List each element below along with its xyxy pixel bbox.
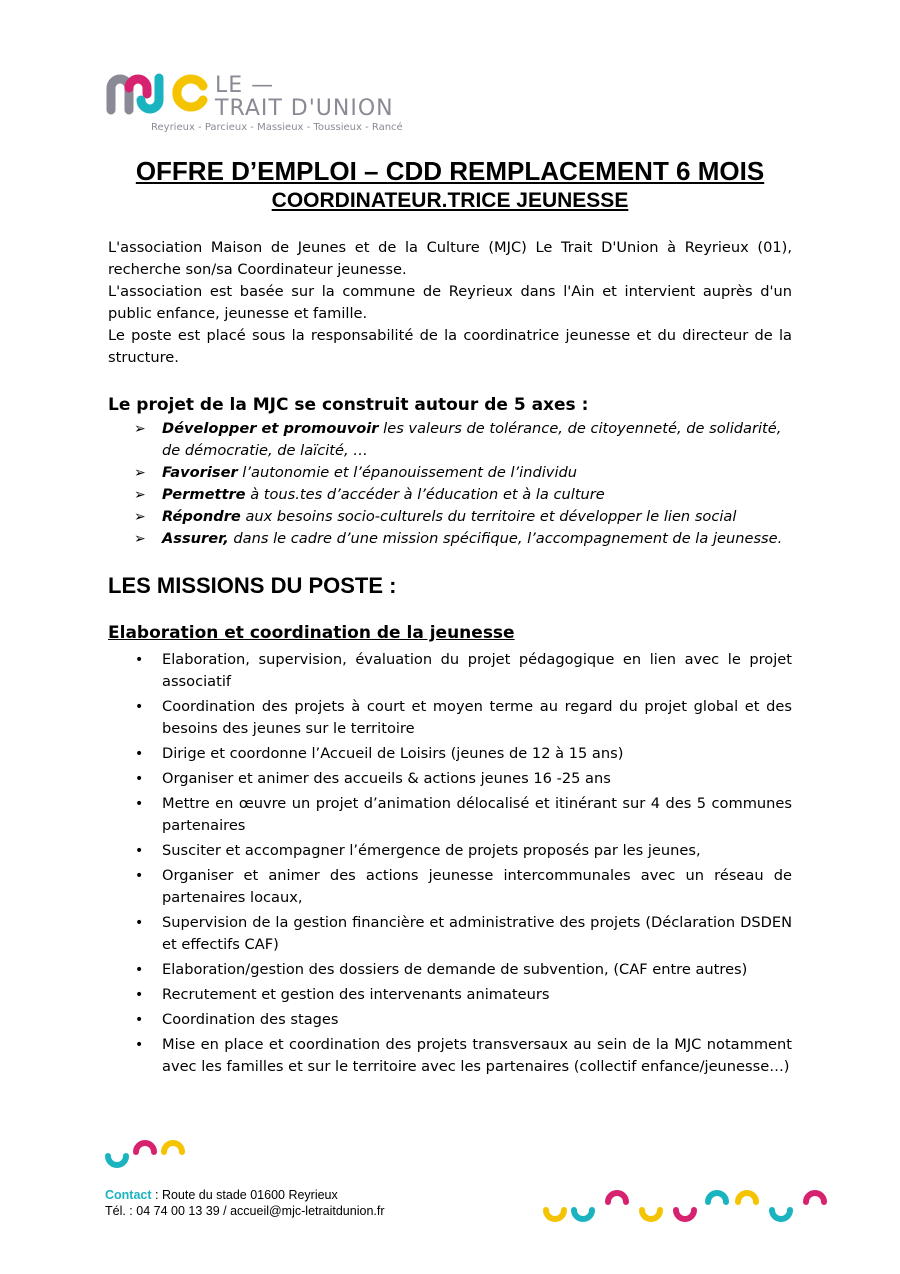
axes-item — [132, 462, 792, 484]
missions-list — [132, 649, 792, 1081]
bullet-icon: • — [135, 1012, 144, 1028]
mission-item — [132, 1009, 792, 1031]
mission-item — [132, 649, 792, 693]
axes-item-text: aux besoins socio-culturels du territoire et développer le lien social — [240, 508, 737, 525]
mission-item — [132, 984, 792, 1006]
bullet-icon: • — [135, 843, 144, 859]
axes-item-text: à tous.tes d’accéder à l’éducation et à la culture — [245, 486, 605, 503]
bullet-icon: • — [135, 746, 144, 762]
axes-item-text: dans le cadre d’une mission spécifique, l’accompagnement de la jeunesse. — [228, 530, 783, 547]
decorative-arcs — [540, 1188, 840, 1228]
mission-item — [132, 912, 792, 956]
axes-item-bold: Assurer, — [162, 530, 229, 547]
mission-item — [132, 959, 792, 981]
arrow-bullet-icon: ➢ — [134, 509, 146, 525]
arrow-bullet-icon: ➢ — [134, 421, 146, 437]
mission-item-text: Recrutement et gestion des intervenants animateurs — [162, 986, 550, 1003]
axes-heading: Le projet de la MJC se construit autour de 5 axes : — [108, 395, 589, 415]
page-subtitle: COORDINATEUR.TRICE JEUNESSE — [271, 189, 629, 212]
axes-item-text: l’autonomie et l’épanouissement de l’individu — [237, 464, 578, 481]
mission-item — [132, 696, 792, 740]
arrow-bullet-icon: ➢ — [134, 487, 146, 503]
mission-item-text: Elaboration, supervision, évaluation du projet pédagogique en lien avec le projet associatif — [162, 651, 792, 690]
axes-item — [132, 506, 792, 528]
bullet-icon: • — [135, 652, 144, 668]
mission-item-text: Susciter et accompagner l’émergence de projets proposés par les jeunes, — [162, 842, 701, 859]
missions-subheading: Elaboration et coordination de la jeunesse — [108, 623, 515, 643]
arrow-bullet-icon: ➢ — [134, 465, 146, 481]
mission-item-text: Mise en place et coordination des projets transversaux au sein de la MJC notamment avec les familles et sur le territoire avec les partenaires (collectif enfance/jeunesse…) — [162, 1036, 792, 1075]
page-title: OFFRE D’EMPLOI – CDD REMPLACEMENT 6 MOIS — [135, 156, 765, 186]
intro-paragraph: Le poste est placé sous la responsabilité de la coordinatrice jeunesse et du directeur de la structure. — [108, 327, 792, 366]
logo-towns: Reyrieux - Parcieux - Massieux - Toussieux - Rancé — [151, 122, 403, 133]
mission-item — [132, 1034, 792, 1078]
bullet-icon: • — [135, 771, 144, 787]
axes-item-bold: Permettre — [162, 486, 246, 503]
mission-item-text: Dirige et coordonne l’Accueil de Loisirs (jeunes de 12 à 15 ans) — [162, 745, 624, 762]
intro-paragraphs — [108, 237, 792, 369]
missions-heading: LES MISSIONS DU POSTE : — [108, 573, 397, 598]
axes-item — [132, 418, 792, 462]
mission-item — [132, 840, 792, 862]
bullet-icon: • — [135, 987, 144, 1003]
mission-item-text: Coordination des stages — [162, 1011, 339, 1028]
mission-item-text: Coordination des projets à court et moyen terme au regard du projet global et des besoins des jeunes sur le territoire — [162, 698, 792, 737]
mission-item — [132, 793, 792, 837]
axes-item — [132, 528, 792, 550]
bullet-icon: • — [135, 796, 144, 812]
bullet-icon: • — [135, 699, 144, 715]
mission-item — [132, 743, 792, 765]
bullet-icon: • — [135, 1037, 144, 1053]
arrow-bullet-icon: ➢ — [134, 531, 146, 547]
contact-label: Contact — [105, 1188, 152, 1202]
bullet-icon: • — [135, 868, 144, 884]
mission-item-text: Elaboration/gestion des dossiers de demande de subvention, (CAF entre autres) — [162, 961, 748, 978]
axes-item-bold: Répondre — [162, 508, 241, 525]
logo-le: LE — — [215, 73, 275, 98]
mjc-logo-mark — [105, 70, 209, 116]
mission-item — [132, 865, 792, 909]
bullet-icon: • — [135, 962, 144, 978]
mission-item — [132, 768, 792, 790]
axes-item-text: les valeurs de tolérance, de citoyenneté, de solidarité, de démocratie, de laïcité, … — [162, 420, 782, 459]
axes-item-bold: Développer et promouvoir — [162, 420, 379, 437]
bullet-icon: • — [135, 915, 144, 931]
contact-phone-email: Tél. : 04 74 00 13 39 / accueil@mjc-letraitdunion.fr — [105, 1204, 385, 1218]
logo-name: TRAIT D'UNION — [215, 96, 394, 121]
mission-item-text: Organiser et animer des actions jeunesse intercommunales avec un réseau de partenaires locaux, — [162, 867, 792, 906]
intro-paragraph: L'association Maison de Jeunes et de la Culture (MJC) Le Trait D'Union à Reyrieux (01), recherche son/sa Coordinateur jeunesse. — [108, 239, 792, 278]
mission-item-text: Supervision de la gestion financière et administrative des projets (Déclaration DSDEN et effectifs CAF) — [162, 914, 792, 953]
intro-paragraph: L'association est basée sur la commune de Reyrieux dans l'Ain et intervient auprès d'un public enfance, jeunesse et famille. — [108, 283, 792, 322]
axes-item-bold: Favoriser — [162, 464, 238, 481]
mission-item-text: Mettre en œuvre un projet d’animation délocalisé et itinérant sur 4 des 5 communes partenaires — [162, 795, 792, 834]
mission-item-text: Organiser et animer des accueils & actions jeunes 16 -25 ans — [162, 770, 611, 787]
mjc-logo — [105, 70, 405, 140]
mini-arcs-logo — [104, 1138, 188, 1170]
axes-list — [132, 418, 792, 550]
contact-block — [105, 1187, 385, 1219]
axes-item — [132, 484, 792, 506]
contact-address-line — [105, 1187, 385, 1203]
contact-address: : Route du stade 01600 Reyrieux — [151, 1188, 338, 1202]
